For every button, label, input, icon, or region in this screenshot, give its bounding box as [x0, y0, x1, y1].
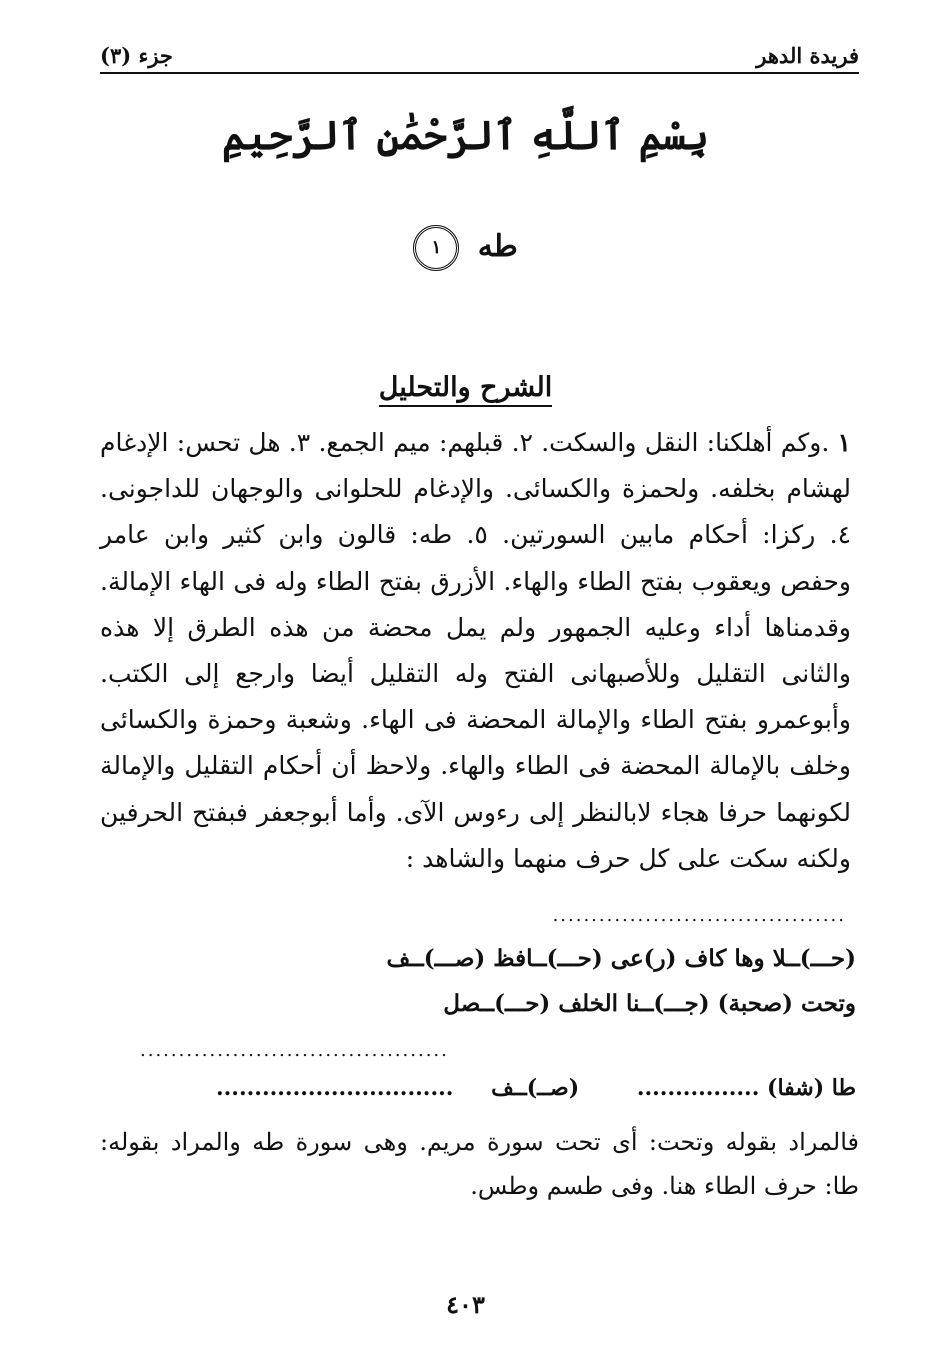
verse-text: طه: [477, 229, 518, 264]
poem-ellipsis-middle: ........................................: [140, 1040, 449, 1061]
basmala: بِسْمِ ٱللَّهِ ٱلرَّحْمَٰنِ ٱلرَّحِيمِ: [221, 112, 710, 159]
running-header: [100, 38, 859, 74]
book-title: فريدة الدهر: [756, 42, 859, 68]
poem-line-2: وتحت (صحبة) (جـــ)ــنا الخلف (حـــ)ــصل: [443, 990, 856, 1017]
conclusion-paragraph: فالمراد بقوله وتحت: أى تحت سورة مريم. وهى سورة طه والمراد بقوله: طا: حرف الطاء هنا. وفى طسم وطس.: [100, 1128, 859, 1200]
poem-line-3-part-1: طا (شفا) ................: [636, 1075, 856, 1101]
poem-ellipsis-top: ......................................: [552, 905, 846, 926]
explanation-paragraph: [100, 420, 851, 882]
poem-line-1: (حـــ)ــلا وها كاف (ر)عى (حـــ)ــافظ (صـــ)ــف: [386, 945, 856, 972]
section-heading: [0, 372, 931, 403]
explanation-number: ١: [837, 428, 851, 457]
poem-line-3-part-2: (صــ)ــف: [491, 1075, 580, 1101]
poem-line-3: [216, 1075, 856, 1101]
poem-line-3-part-3: ...............................: [215, 1075, 454, 1101]
ayah-number-marker: ١: [413, 225, 459, 271]
section-heading-text: الشرح والتحليل: [379, 372, 552, 407]
part-number: جزء (٣): [100, 42, 173, 68]
quran-verse: [0, 225, 931, 271]
page-number: ٤٠٣: [446, 1290, 485, 1319]
explanation-text: .وكم أهلكنا: النقل والسكت. ٢. قبلهم: ميم الجمع. ٣. هل تحس: الإدغام لهشام بخلفه. ولحمزة والكسائى. والإدغام للحلوانى والوجهان للداجونى. ٤. ركزا: أحكام مابين السورتين. ٥. طه: قالون وابن كثير وابن عامر وحفص ويعقوب بفتح الطاء والهاء. الأزرق بفتح الطاء وله فى الهاء الإمالة. وقدمناها أداء وعليه الجمهور ولم يمل محضة من هذه الطرق إلا هذه والثانى التقليل وللأصبهانى الفتح وله التقليل أيضا وارجع إلى الكتب. وأبوعمرو بفتح الطاء والإمالة المحضة فى الهاء. وشعبة وحمزة والكسائى وخلف بالإمالة المحضة فى الطاء والهاء. ولاحظ أن أحكام التقليل والإمالة لكونهما حرفا هجاء لابالنظر إلى رءوس الآى. وأما أبوجعفر فبفتح الحرفين ولكنه سكت على كل حرف منهما والشاهد :: [100, 428, 852, 873]
